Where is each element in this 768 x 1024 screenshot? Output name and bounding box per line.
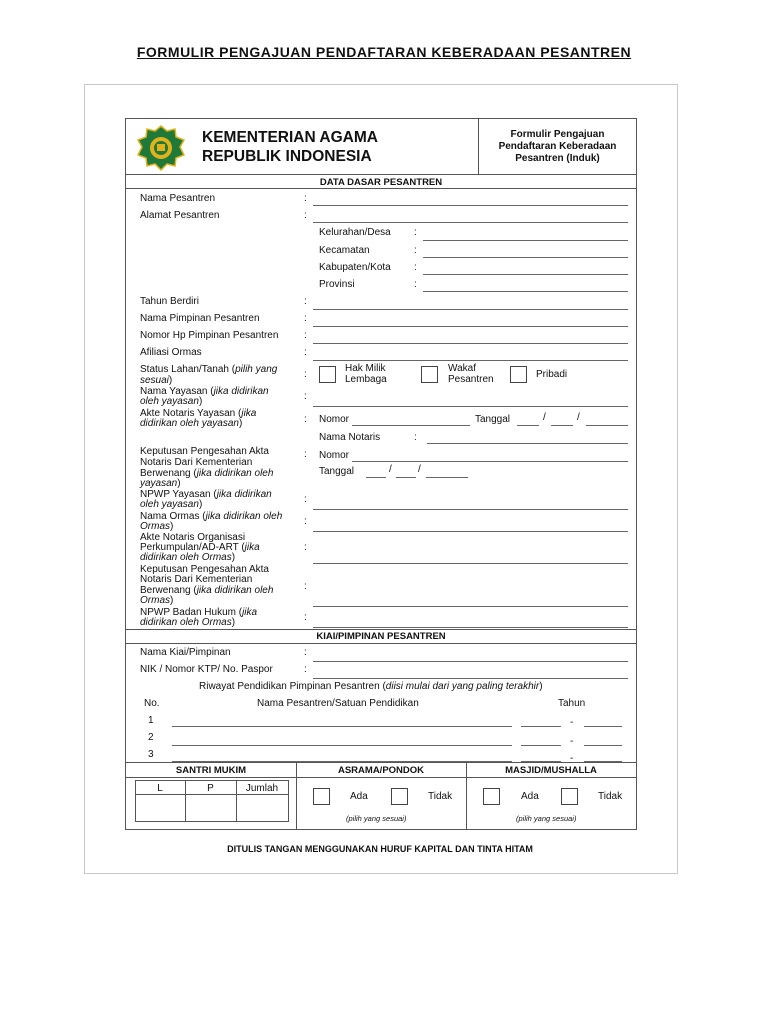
option-wakaf: Wakaf (448, 363, 476, 374)
field-nama-notaris[interactable] (427, 443, 628, 444)
field-npwp-badan-hukum[interactable] (313, 627, 628, 628)
field-kecamatan[interactable] (423, 257, 628, 258)
santri-p-cell[interactable] (186, 795, 235, 820)
field-tanggal-kep-yy[interactable] (426, 477, 468, 478)
hint-masjid: (pilih yang sesuai) (516, 814, 577, 823)
checkbox-wakaf[interactable] (421, 366, 438, 383)
checkbox-pribadi[interactable] (510, 366, 527, 383)
heading-masjid: MASJID/MUSHALLA (505, 765, 597, 776)
label-asrama-tidak: Tidak (428, 791, 453, 802)
col-l: L (157, 783, 163, 794)
field-tanggal-akte-yy[interactable] (586, 425, 628, 426)
field-afiliasi-ormas[interactable] (313, 360, 628, 361)
form-name-line3: Pesantren (Induk) (515, 153, 600, 164)
section-heading-data-dasar: DATA DASAR PESANTREN (319, 177, 443, 188)
col-header-tahun: Tahun (558, 698, 586, 709)
label-nomor-keputusan: Nomor (319, 450, 350, 461)
col-header-no: No. (144, 698, 160, 709)
label-akte-yayasan: Akte Notaris Yayasan (jika (140, 408, 257, 419)
label-tanggal-akte-yayasan: Tanggal (475, 414, 511, 425)
field-nik[interactable] (313, 678, 628, 679)
footer-instruction: DITULIS TANGAN MENGGUNAKAN HURUF KAPITAL DAN TINTA HITAM (227, 844, 533, 854)
label-nama-ormas: Nama Ormas (jika didirikan oleh (140, 511, 283, 522)
label-nama-pesantren: Nama Pesantren (140, 193, 216, 204)
form-frame: KEMENTERIAN AGAMA REPUBLIK INDONESIA Formulir Pengajuan Pendaftaran Keberadaan Pesantren (Induk) DATA DASAR PESANTREN Nama Pesantren : Alamat Pesantren : Kelurahan/Desa : Kecamatan : Kabupaten/Kota : Provinsi : Tahun Berdiri : Nama Pimpinan Pesantren : Nomor Hp Pimpinan Pesantren : Afiliasi Ormas : Status Lahan/Tanah (pilih yang sesuai) : Hak Milik Lembaga Wakaf Pesantren Pribadi Nama Yayasan (jika didirikan oleh yayasan) : Akte Notaris Yayasan (jika didirikan oleh yayasan) : Nomor Tanggal / / Nama Notaris : Keputusan Pengesahan Akta Notaris Dari Kementerian Berwenang (jika didirikan oleh yayasan) : Nomor Tanggal / / NPWP Yayasan (jika didirikan oleh yayasan) : Nama Ormas (jika didirikan oleh Ormas) : Akte Notaris Organisasi Perkumpulan/AD-ART (jika didirikan oleh Ormas) : Keputusan Pengesahan Akta Notaris Dari Kementerian Berwenang (jika didirikan oleh Ormas) : NPWP Badan Hukum (jika didirikan oleh Ormas) : KIAI/PIMPINAN PESANTREN Nama Kiai/Pimpinan : NIK / Nomor KTP/ No. Paspor : Riwayat Pendidikan Pimpinan Pesantren (diisi mulai dari yang paling terakhir) No. Nama Pesantren/Satuan Pendidikan Tahun 1 - 2 - 3 - SANTRI MUKIM ASRAMA/PONDOK MASJID/MUSHALLA L P Jumlah Ada Tidak (pilih yang sesuai) Ada Tidak (pilih yang sesuai) (125, 118, 637, 830)
santri-jumlah-cell[interactable] (237, 795, 286, 820)
field-riwayat-tahun-from-2[interactable] (521, 745, 561, 746)
col-p: P (207, 783, 214, 794)
heading-asrama: ASRAMA/PONDOK (337, 765, 425, 776)
field-provinsi[interactable] (423, 291, 628, 292)
ministry-logo (134, 125, 188, 171)
section-heading-kiai: KIAI/PIMPINAN PESANTREN (316, 631, 446, 642)
form-name-line1: Formulir Pengajuan (510, 129, 605, 140)
ministry-name-line2: REPUBLIK INDONESIA (202, 148, 372, 165)
label-nama-kiai: Nama Kiai/Pimpinan (140, 647, 231, 658)
field-riwayat-tahun-to-2[interactable] (584, 745, 622, 746)
label-nama-pimpinan: Nama Pimpinan Pesantren (140, 313, 260, 324)
field-alamat-pesantren[interactable] (313, 222, 628, 223)
label-nama-notaris: Nama Notaris (319, 432, 381, 443)
field-akte-organisasi[interactable] (313, 563, 628, 564)
label-riwayat-pendidikan: Riwayat Pendidikan Pimpinan Pesantren (diisi mulai dari yang paling terakhir) (199, 681, 543, 692)
checkbox-asrama-tidak[interactable] (391, 788, 408, 805)
col-header-nama: Nama Pesantren/Satuan Pendidikan (257, 698, 419, 709)
label-afiliasi-ormas: Afiliasi Ormas (140, 347, 202, 358)
label-nomor-hp: Nomor Hp Pimpinan Pesantren (140, 330, 279, 341)
ministry-name-line1: KEMENTERIAN AGAMA (202, 129, 378, 146)
field-nomor-keputusan[interactable] (352, 461, 628, 462)
option-pribadi: Pribadi (536, 369, 568, 380)
field-tanggal-akte-dd[interactable] (517, 425, 539, 426)
field-nama-kiai[interactable] (313, 661, 628, 662)
label-keputusan-yayasan: Keputusan Pengesahan Akta (140, 446, 269, 457)
field-tanggal-kep-mm[interactable] (396, 477, 416, 478)
field-nomor-akte-yayasan[interactable] (352, 425, 470, 426)
field-riwayat-nama-1[interactable] (172, 726, 512, 727)
label-tanggal-keputusan: Tanggal (319, 466, 355, 477)
label-alamat-pesantren: Alamat Pesantren (140, 210, 220, 221)
field-nama-pimpinan[interactable] (313, 326, 628, 327)
field-riwayat-nama-2[interactable] (172, 745, 512, 746)
field-kelurahan[interactable] (423, 240, 628, 241)
label-kelurahan: Kelurahan/Desa (319, 227, 391, 238)
label-nik: NIK / Nomor KTP/ No. Paspor (140, 664, 273, 675)
field-nama-ormas[interactable] (313, 531, 628, 532)
field-keputusan-ormas[interactable] (313, 606, 628, 607)
label-npwp-yayasan: NPWP Yayasan (jika didirikan (140, 489, 272, 500)
field-nama-pesantren[interactable] (313, 205, 628, 206)
form-name-line2: Pendaftaran Keberadaan (498, 141, 617, 152)
label-kecamatan: Kecamatan (319, 245, 370, 256)
santri-l-cell[interactable] (136, 795, 184, 820)
riwayat-row-number: 2 (148, 732, 154, 743)
field-tanggal-akte-mm[interactable] (551, 425, 573, 426)
field-npwp-yayasan[interactable] (313, 509, 628, 510)
label-nama-yayasan: Nama Yayasan (jika didirikan (140, 386, 269, 397)
label-provinsi: Provinsi (319, 279, 355, 290)
label-nomor-akte-yayasan: Nomor (319, 414, 350, 425)
hint-asrama: (pilih yang sesuai) (346, 814, 407, 823)
field-riwayat-tahun-from-1[interactable] (521, 726, 561, 727)
label-npwp-badan-hukum: NPWP Badan Hukum (jika (140, 607, 258, 618)
label-asrama-ada: Ada (350, 791, 368, 802)
label-tahun-berdiri: Tahun Berdiri (140, 296, 199, 307)
field-tanggal-kep-dd[interactable] (366, 477, 386, 478)
label-masjid-ada: Ada (521, 791, 539, 802)
label-akte-organisasi: Akte Notaris Organisasi (140, 532, 246, 543)
checkbox-hak-milik[interactable] (319, 366, 336, 383)
document-title: FORMULIR PENGAJUAN PENDAFTARAN KEBERADAAN PESANTREN (136, 44, 632, 60)
label-keputusan-ormas: Keputusan Pengesahan Akta (140, 564, 269, 575)
checkbox-masjid-ada[interactable] (483, 788, 500, 805)
label-masjid-tidak: Tidak (598, 791, 623, 802)
field-riwayat-tahun-to-1[interactable] (584, 726, 622, 727)
field-kabupaten[interactable] (423, 274, 628, 275)
field-tahun-berdiri[interactable] (313, 309, 628, 310)
label-status-lahan: Status Lahan/Tanah (pilih yang (140, 364, 278, 375)
field-nomor-hp[interactable] (313, 343, 628, 344)
option-hak-milik: Hak Milik (345, 363, 386, 374)
field-nama-yayasan[interactable] (313, 406, 628, 407)
label-kabupaten: Kabupaten/Kota (319, 262, 391, 273)
riwayat-row-number: 1 (148, 715, 154, 726)
heading-santri-mukim: SANTRI MUKIM (175, 765, 247, 776)
riwayat-row-number: 3 (148, 749, 154, 760)
col-jumlah: Jumlah (245, 783, 279, 794)
checkbox-masjid-tidak[interactable] (561, 788, 578, 805)
checkbox-asrama-ada[interactable] (313, 788, 330, 805)
